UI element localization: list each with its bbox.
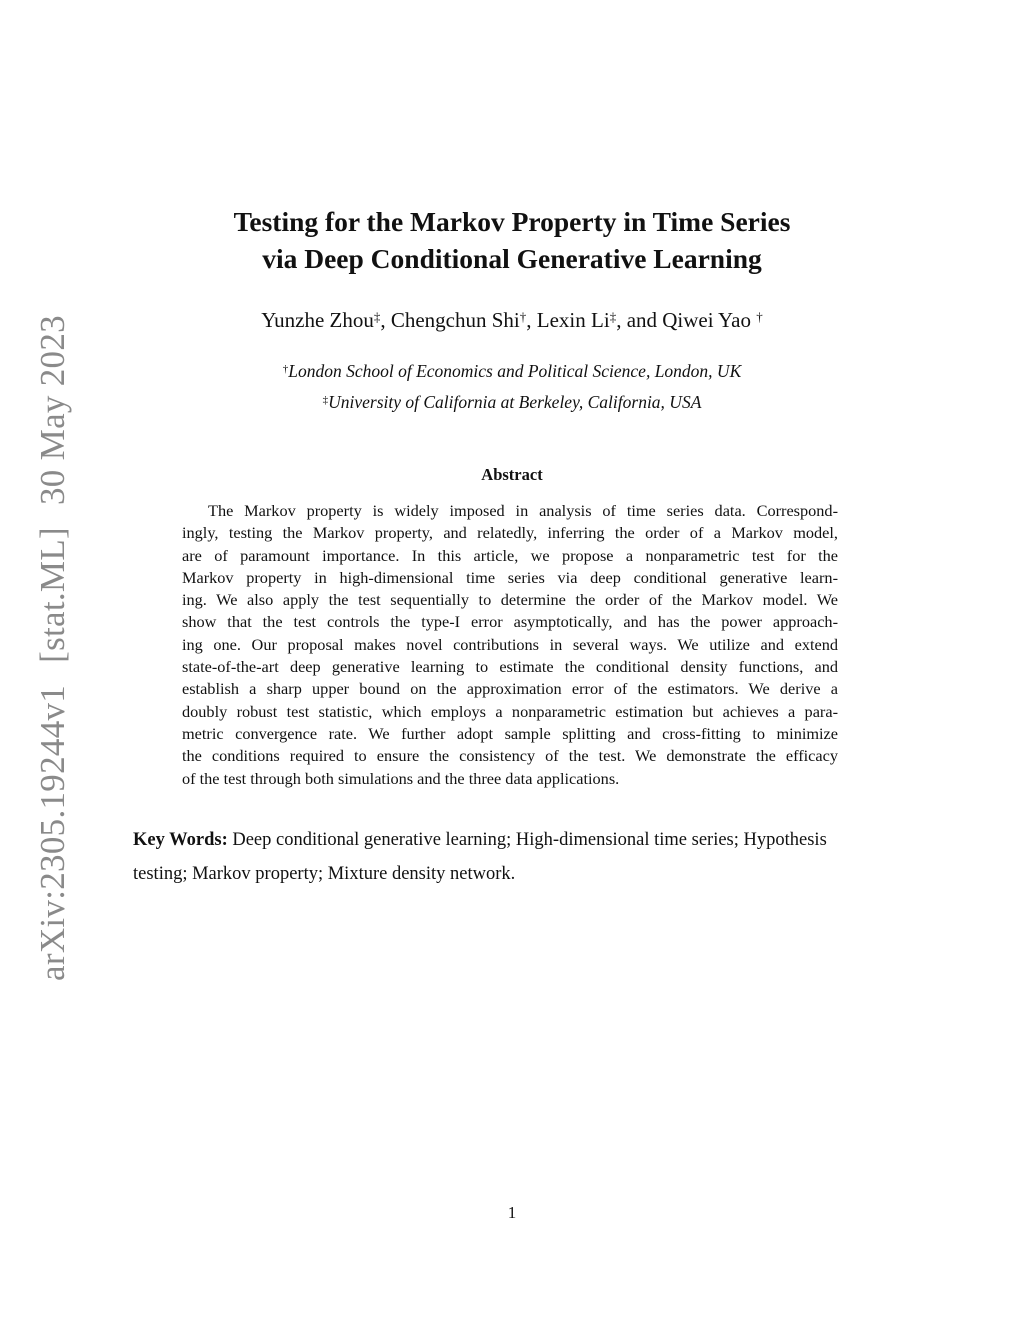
author-separator: , and xyxy=(616,308,663,332)
title-line-1: Testing for the Markov Property in Time Series xyxy=(233,206,791,237)
page-number: 1 xyxy=(507,1203,517,1222)
arxiv-identifier-stamp xyxy=(33,315,73,981)
abstract-line: doubly robust test statistic, which employs a nonparametric estimation but achieves a para- xyxy=(182,701,838,721)
author-name: Lexin Li xyxy=(536,308,610,332)
paper-title xyxy=(0,203,1024,277)
author-list xyxy=(0,306,1024,334)
affiliation-mark: † xyxy=(282,363,289,375)
arxiv-category: [stat.ML] xyxy=(33,527,72,663)
author-name: Qiwei Yao xyxy=(662,308,757,332)
abstract-heading: Abstract xyxy=(481,465,543,484)
abstract-line: metric convergence rate. We further adopt sample splitting and cross-fitting to minimize xyxy=(182,723,838,743)
author-affiliation-mark: ‡ xyxy=(609,309,617,324)
affiliation-mark: ‡ xyxy=(322,394,329,406)
author-separator: , xyxy=(380,308,391,332)
keywords-label: Key Words: xyxy=(133,830,228,850)
abstract-line: are of paramount importance. In this article, we propose a nonparametric test for the xyxy=(182,545,838,565)
abstract-line: establish a sharp upper bound on the approximation error of the estimators. We derive a xyxy=(182,679,838,699)
keywords-section xyxy=(133,823,893,891)
abstract-line: Markov property in high-dimensional time series via deep conditional generative learn- xyxy=(182,567,838,587)
arxiv-date: 30 May 2023 xyxy=(33,315,72,506)
abstract-line: ing one. Our proposal makes novel contributions in several ways. We utilize and extend xyxy=(182,634,838,654)
author-affiliation-mark: † xyxy=(756,309,763,324)
author-name: Yunzhe Zhou xyxy=(261,308,374,332)
arxiv-id: arXiv:2305.19244v1 xyxy=(33,684,72,981)
abstract-body xyxy=(182,500,838,790)
abstract-line: show that the test controls the type-I error asymptotically, and has the power approach- xyxy=(182,612,838,632)
abstract-line: the conditions required to ensure the consistency of the test. We demonstrate the efficacy xyxy=(182,746,838,766)
title-line-2: via Deep Conditional Generative Learning xyxy=(262,243,762,274)
keywords-line-2: testing; Markov property; Mixture density network. xyxy=(133,864,516,884)
abstract-line: of the test through both simulations and the three data applications. xyxy=(182,768,620,788)
affiliation-text: University of California at Berkeley, California, USA xyxy=(328,392,702,412)
author-affiliation-mark: † xyxy=(519,309,527,324)
author-separator: , xyxy=(526,308,537,332)
keywords-text: Deep conditional generative learning; High-dimensional time series; Hypothesis xyxy=(227,830,827,850)
affiliation-text: London School of Economics and Political Science, London, UK xyxy=(288,361,742,381)
author-name: Chengchun Shi xyxy=(390,308,520,332)
abstract-line: The Markov property is widely imposed in analysis of time series data. Correspond- xyxy=(208,501,838,520)
keywords-line-1 xyxy=(133,823,893,857)
affiliation-berkeley xyxy=(0,390,1024,414)
abstract-line: ing. We also apply the test sequentially to determine the order of the Markov model. We xyxy=(182,590,838,610)
author-affiliation-mark: ‡ xyxy=(373,309,381,324)
abstract-line: ingly, testing the Markov property, and relatedly, inferring the order of a Markov model, xyxy=(182,523,838,543)
abstract-line: state-of-the-art deep generative learning to estimate the conditional density functions, and xyxy=(182,657,838,677)
affiliation-lse xyxy=(0,359,1024,383)
